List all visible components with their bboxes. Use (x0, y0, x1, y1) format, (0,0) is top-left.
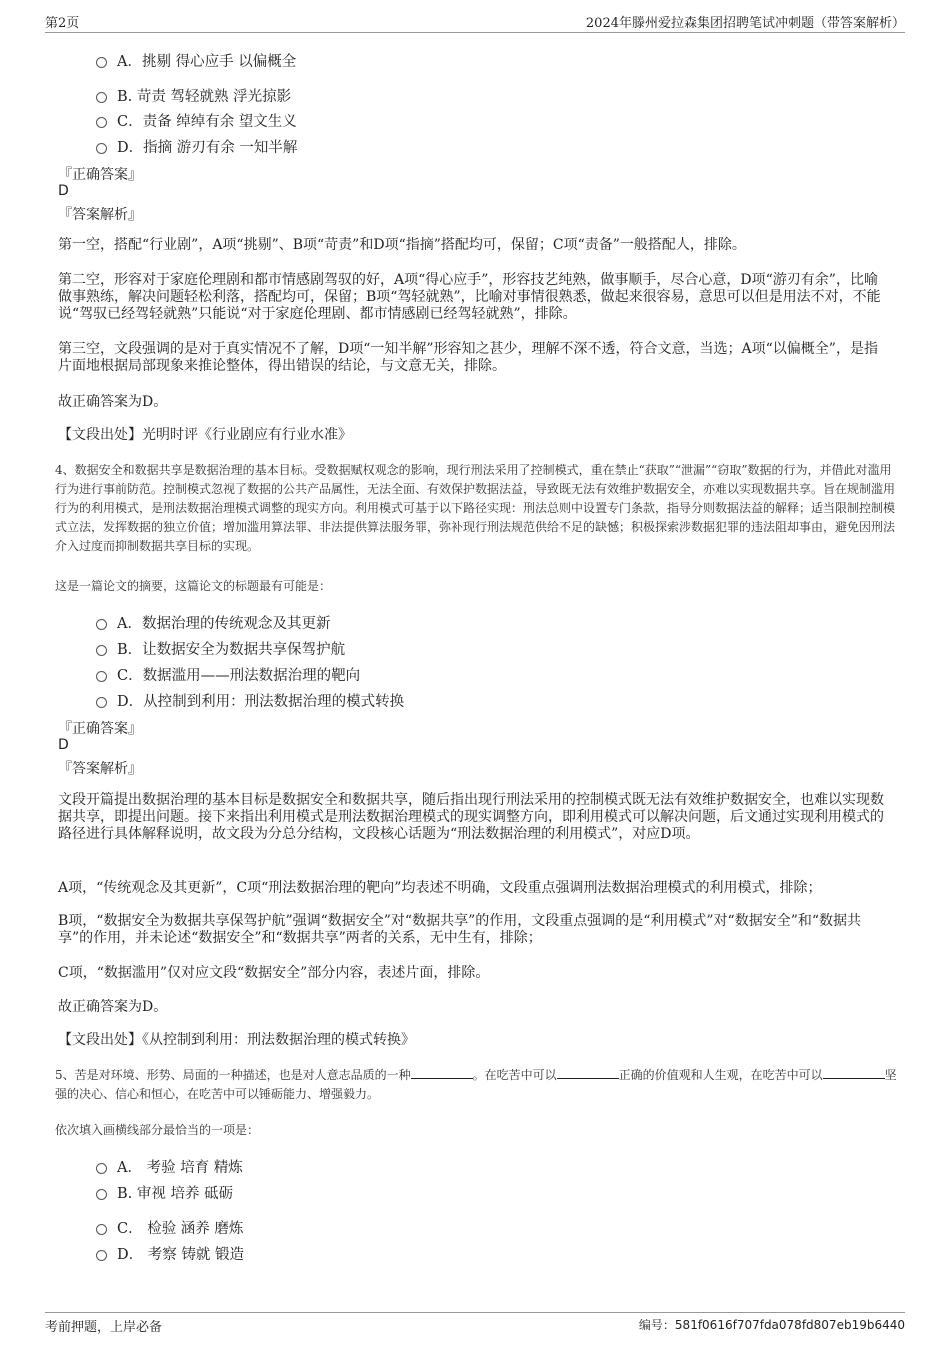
q4-stem: 4、数据安全和数据共享是数据治理的基本目标。受数据赋权观念的影响，现行刑法采用了控制模式，重在禁止“获取”“泄漏”“窃取”数据的行为，并借此对滥用行为进行事前防范。控制模式忽视了数据的公共产品属性，无法全面、有效保护数据法益，导致既无法有效维护数据安全，亦难以实现数据共享。旨在规制滥用行为的利用模式，是刑法数据治理模式调整的现实方向。利用模式可基于以下路径实现：刑法总则中设置专门条款，指导分则数据法益的解释；适当限制控制模式立法，发挥数据的独立价值；增加滥用算法罪、非法提供算法服务罪，弥补现行刑法规范供给不足的缺憾；积极探索涉数据犯罪的违法阻却事由，避免因刑法介入过度而抑制数据共享目标的实现。 (55, 463, 896, 553)
q4-analysis-para-3: B项，“数据安全为数据共享保驾护航”强调“数据安全”对“数据共享”的作用，文段重点强调的是“利用模式”对“数据安全”和“数据共享”的作用，并未论述“数据安全”和“数据共享”两者的关系，无中生有，排除； (58, 913, 862, 946)
q3-option-a[interactable]: A．挑剔 得心应手 以偏概全 (96, 50, 296, 71)
q4-prompt: 这是一篇论文的摘要，这篇论文的标题最有可能是： (55, 579, 332, 593)
q4-option-b[interactable]: B．让数据安全为数据共享保驾护航 (96, 638, 345, 659)
q3-option-c[interactable]: C．责备 绰绰有余 望文生义 (96, 110, 297, 131)
q3-option-d[interactable]: D．指摘 游刃有余 一知半解 (96, 136, 297, 157)
radio-icon[interactable] (96, 619, 107, 630)
radio-icon[interactable] (96, 1163, 107, 1174)
radio-icon[interactable] (96, 1250, 107, 1261)
q4-conclusion: 故正确答案为D。 (58, 999, 168, 1015)
page-footer (45, 1312, 905, 1337)
q3-analysis-para-3: 第三空，文段强调的是对于真实情况不了解，D项“一知半解”形容知之甚少，理解不深不透，符合文意，当选；A项“以偏概全”，是指片面地根据局部现象来推论整体，得出错误的结论，与文意无关，排除。 (58, 341, 878, 374)
doc-code: 编号：581f0616f707fda078fd807eb19b6440 (638, 1318, 905, 1332)
q5-option-d[interactable]: D． 考察 铸就 锻造 (96, 1243, 244, 1264)
q5-stem: 5、苦是对环境、形势、局面的一种描述，也是对人意志品质的一种 。在吃苦中可以 正确的价值观和人生观，在吃苦中可以 坚强的决心、信心和恒心，在吃苦中可以锤砺能力、增强毅力。 (55, 1068, 897, 1101)
q4-option-c[interactable]: C．数据滥用——刑法数据治理的靶向 (96, 664, 360, 685)
radio-icon[interactable] (96, 671, 107, 682)
q5-option-c[interactable]: C． 检验 涵养 磨炼 (96, 1217, 243, 1238)
q5-option-b[interactable]: B. 审视 培养 砥砺 (96, 1182, 233, 1203)
q4-source: 【文段出处】《从控制到利用：刑法数据治理的模式转换》 (58, 1032, 415, 1048)
q4-answer-label: 『正确答案』 (58, 721, 142, 737)
radio-icon[interactable] (96, 92, 107, 103)
q3-analysis-para-2: 第二空，形容对于家庭伦理剧和都市情感剧驾驭的好，A项“得心应手”，形容技艺纯熟，做事顺手，尽合心意，D项“游刃有余”，比喻做事熟练，解决问题轻松利落，搭配均可，保留；B项“驾轻就熟”，比喻对事情很熟悉，做起来很容易，意思可以但是用法不对，不能说“驾驭已经驾轻就熟”只能说“对于家庭伦理剧、都市情感剧已经驾轻就熟”，排除。 (58, 272, 881, 322)
q3-answer: D (58, 183, 69, 199)
q5-blank-1 (411, 1068, 473, 1079)
radio-icon[interactable] (96, 143, 107, 154)
q4-analysis-para-4: C项，“数据滥用”仅对应文段“数据安全”部分内容，表述片面，排除。 (58, 965, 490, 981)
radio-icon[interactable] (96, 1189, 107, 1200)
q5-prompt: 依次填入画横线部分最恰当的一项是： (55, 1123, 260, 1137)
q3-conclusion: 故正确答案为D。 (58, 394, 168, 410)
q4-option-a[interactable]: A．数据治理的传统观念及其更新 (96, 612, 330, 633)
q4-analysis-para-2: A项，“传统观念及其更新”，C项“刑法数据治理的靶向”均表述不明确，文段重点强调刑法数据治理模式的利用模式，排除； (58, 880, 822, 896)
q3-answer-label: 『正确答案』 (58, 167, 142, 183)
q4-analysis-para-1: 文段开篇提出数据治理的基本目标是数据安全和数据共享，随后指出现行刑法采用的控制模式既无法有效维护数据安全，也难以实现数据共享，即提出问题。接下来指出利用模式是刑法数据治理模式的现实调整方向，即利用模式可以解决问题，后文通过实现利用模式的路径进行具体解释说明，故文段为分总分结构，文段核心话题为“刑法数据治理的利用模式”，对应D项。 (58, 792, 884, 842)
radio-icon[interactable] (96, 117, 107, 128)
q5-option-a[interactable]: A． 考验 培育 精炼 (96, 1156, 243, 1177)
q3-source: 【文段出处】光明时评《行业剧应有行业水准》 (58, 427, 352, 443)
q5-blank-3 (823, 1068, 885, 1079)
page-number: 第2页 (45, 16, 80, 31)
q3-analysis-label: 『答案解析』 (58, 207, 142, 223)
radio-icon[interactable] (96, 57, 107, 68)
doc-title: 2024年滕州爱拉森集团招聘笔试冲刺题（带答案解析） (585, 16, 905, 31)
q3-analysis-para-1: 第一空，搭配“行业剧”，A项“挑剔”、B项“苛责”和D项“指摘”搭配均可，保留；C项“责备”一般搭配人，排除。 (58, 237, 746, 253)
radio-icon[interactable] (96, 645, 107, 656)
footer-slogan: 考前押题，上岸必备 (45, 1320, 163, 1335)
radio-icon[interactable] (96, 1224, 107, 1235)
page-header (45, 10, 905, 33)
q4-answer: D (58, 737, 69, 753)
radio-icon[interactable] (96, 697, 107, 708)
q5-blank-2 (557, 1068, 619, 1079)
q4-option-d[interactable]: D．从控制到利用：刑法数据治理的模式转换 (96, 690, 404, 711)
q3-option-b[interactable]: B. 苛责 驾轻就熟 浮光掠影 (96, 85, 291, 106)
q4-analysis-label: 『答案解析』 (58, 761, 142, 777)
